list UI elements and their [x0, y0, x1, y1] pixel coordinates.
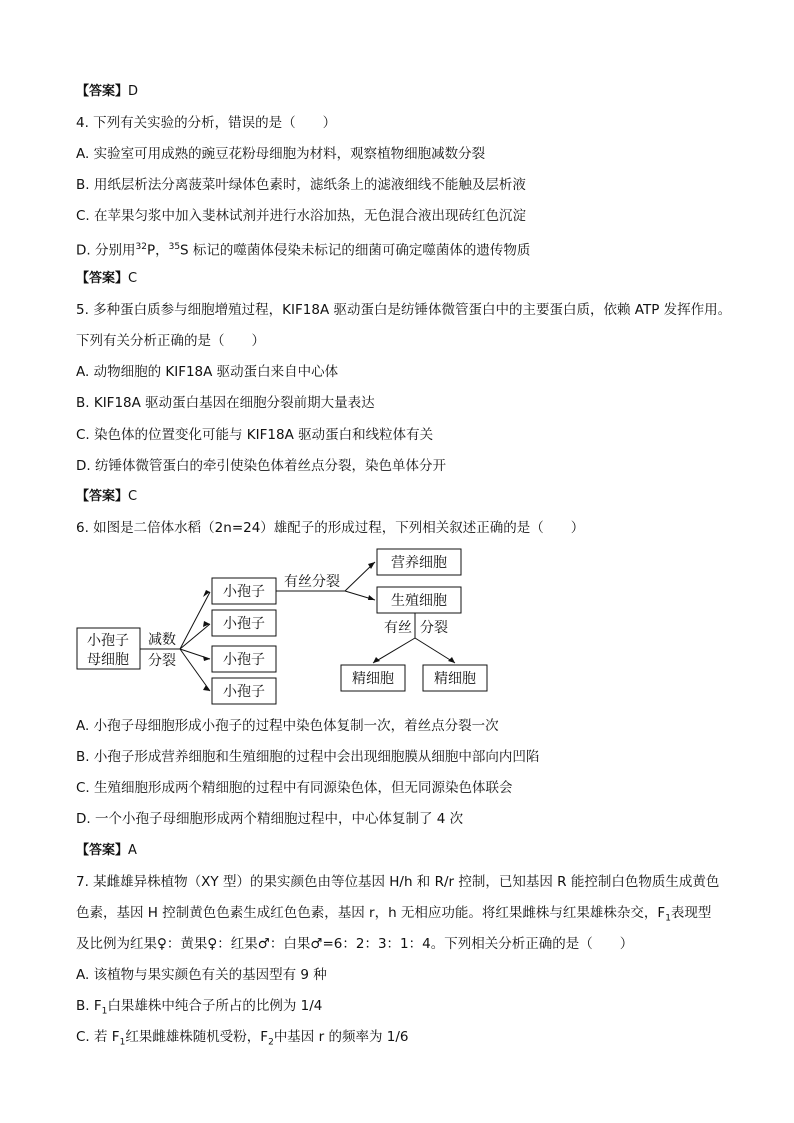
label-meiosis-2: 分裂: [148, 653, 176, 669]
label-mitosis-2b: 分裂: [420, 620, 448, 636]
question-5-option-b: B. KIF18A 驱动蛋白基因在细胞分裂前期大量表达: [76, 395, 375, 411]
question-7-stem-line2: 色素，基因 H 控制黄色色素生成红色色素，基因 r，h 无相应功能。将红果雌株与红果雄株杂交，$F_1$表现型: [76, 905, 712, 924]
answer-tag: 【答案】: [76, 84, 129, 99]
question-5-option-d: D. 纺锤体微管蛋白的牵引使染色体着丝点分裂，染色单体分开: [76, 458, 446, 474]
question-5-option-c: C. 染色体的位置变化可能与 KIF18A 驱动蛋白和线粒体有关: [76, 427, 434, 443]
label-microspore-2: 小孢子: [223, 616, 265, 632]
answer-tag: 【答案】: [76, 271, 129, 286]
label-vegetative-cell: 营养细胞: [391, 555, 447, 571]
answer-value: C: [128, 489, 138, 504]
label-microspore-3: 小孢子: [223, 652, 265, 668]
label-mitosis-2a: 有丝: [384, 620, 412, 636]
question-6-option-b: B. 小孢子形成营养细胞和生殖细胞的过程中会出现细胞膜从细胞中部向内凹陷: [76, 749, 540, 765]
question-7-option-c: C. 若 $F_1$红果雌雄株随机受粉，$F_2$中基因 r 的频率为 1/6: [76, 1029, 409, 1048]
answer-value: D: [128, 84, 139, 99]
label-generative-cell: 生殖细胞: [391, 593, 447, 609]
question-4-option-a: A. 实验室可用成熟的豌豆花粉母细胞为材料，观察植物细胞减数分裂: [76, 146, 486, 162]
answer-line: [76, 842, 137, 860]
answer-tag: 【答案】: [76, 843, 129, 858]
answer-value: A: [128, 843, 137, 858]
label-microspore-1: 小孢子: [223, 584, 265, 600]
question-6-option-c: C. 生殖细胞形成两个精细胞的过程中有同源染色体，但无同源染色体联会: [76, 780, 513, 796]
question-7-option-a: A. 该植物与果实颜色有关的基因型有 9 种: [76, 967, 327, 983]
question-7-stem-line3: 及比例为红果♀：黄果♀：红果♂：白果♂=6：2：3：1：4。下列相关分析正确的是（ ）: [76, 936, 634, 952]
question-4-option-b: B. 用纸层析法分离菠菜叶绿体色素时，滤纸条上的滤液细线不能触及层析液: [76, 177, 526, 193]
question-6-option-a: A. 小孢子母细胞形成小孢子的过程中染色体复制一次，着丝点分裂一次: [76, 718, 499, 734]
label-microspore-4: 小孢子: [223, 684, 265, 700]
label-mother-cell-1: 小孢子: [87, 633, 129, 649]
label-meiosis-1: 减数: [148, 632, 176, 648]
label-sperm-2: 精细胞: [434, 671, 476, 687]
label-mother-cell-2: 母细胞: [87, 652, 129, 668]
question-6-stem: 6. 如图是二倍体水稻（2n=24）雄配子的形成过程，下列相关叙述正确的是（ ）: [76, 520, 585, 536]
question-4-stem: 4. 下列有关实验的分析，错误的是（ ）: [76, 115, 337, 131]
answer-value: C: [128, 271, 138, 286]
label-sperm-1: 精细胞: [352, 671, 394, 687]
question-7-option-b: B. $F_1$白果雄株中纯合子所占的比例为 1/4: [76, 998, 323, 1017]
question-5-option-a: A. 动物细胞的 KIF18A 驱动蛋白来自中心体: [76, 364, 339, 380]
question-5-stem-line2: 下列有关分析正确的是（ ）: [76, 333, 265, 349]
answer-tag: 【答案】: [76, 489, 129, 504]
label-mitosis-1: 有丝分裂: [284, 574, 340, 590]
question-4-option-d: D. 分别用$^{32}$P，$^{35}$S 标记的噬菌体侵染未标记的细菌可确定噬菌体的遗传物质: [76, 242, 531, 259]
question-7-stem-line1: 7. 某雌雄异株植物（XY 型）的果实颜色由等位基因 H/h 和 R/r 控制，已知基因 R 能控制白色物质生成黄色: [76, 874, 720, 890]
question-4-option-c: C. 在苹果匀浆中加入斐林试剂并进行水浴加热，无色混合液出现砖红色沉淀: [76, 208, 527, 224]
question-6-option-d: D. 一个小孢子母细胞形成两个精细胞过程中，中心体复制了 4 次: [76, 811, 464, 827]
question-5-stem-line1: 5. 多种蛋白质参与细胞增殖过程，KIF18A 驱动蛋白是纺锤体微管蛋白中的主要蛋白质，依赖 ATP 发挥作用。: [76, 302, 732, 318]
